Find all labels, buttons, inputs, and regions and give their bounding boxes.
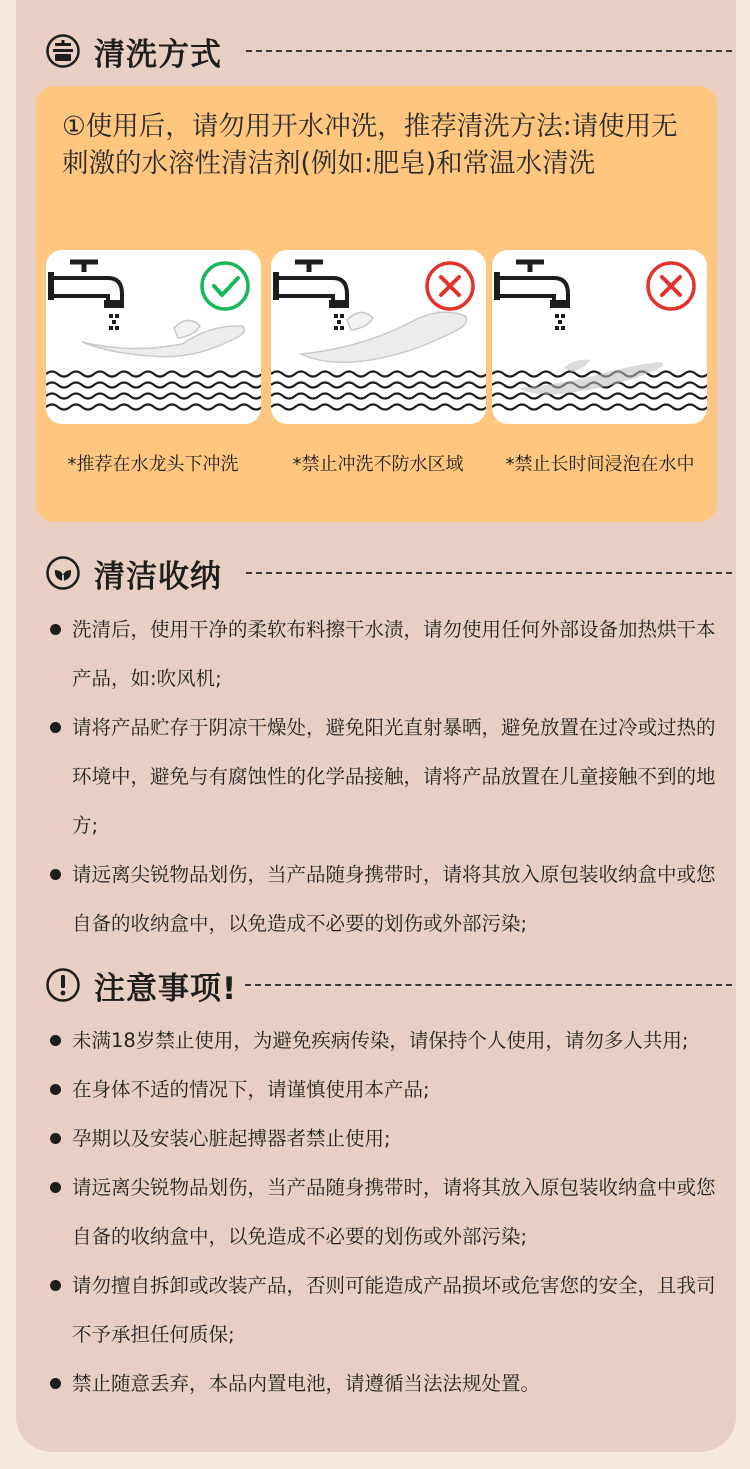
faucet-icon	[494, 262, 570, 330]
section-title: 清洗方式	[94, 36, 222, 73]
exclamation-icon	[46, 968, 80, 1002]
faucet-icon	[48, 262, 124, 330]
list-item: 请将产品贮存于阴凉干燥处，避免阳光直射暴晒，避免放置在过冷或过热的环境中，避免与有腐蚀性的化学品接触，请将产品放置在儿童接触不到的地方;	[50, 703, 730, 850]
washing-card	[36, 86, 717, 522]
bullet-icon	[50, 1035, 61, 1046]
photo-no-soaking	[492, 250, 707, 424]
list-item: 禁止随意丢弃，本品内置电池，请遵循当法法规处置。	[50, 1359, 730, 1408]
section-header-caution	[46, 965, 736, 1005]
section-divider	[246, 50, 732, 52]
list-item: 请远离尖锐物品划伤，当产品随身携带时，请将其放入原包装收纳盒中或您自备的收纳盒中，以免造成不必要的划伤或外部污染;	[50, 850, 730, 948]
bullet-icon	[50, 1378, 61, 1389]
section-header-storage	[46, 553, 736, 593]
caption-rinse-under-tap: *推荐在水龙头下冲洗	[67, 454, 239, 475]
section-divider	[245, 984, 732, 986]
caption-no-soaking: *禁止长时间浸泡在水中	[505, 454, 695, 475]
check-circle-icon	[202, 263, 248, 309]
section-header-washing	[46, 31, 736, 71]
bullet-icon	[50, 722, 61, 733]
list-item: 未满18岁禁止使用，为避免疾病传染，请保持个人使用，请勿多人共用;	[50, 1016, 730, 1065]
list-item: 孕期以及安装心脏起搏器者禁止使用;	[50, 1114, 730, 1163]
photo-rinse-under-tap	[46, 250, 261, 424]
bullet-icon	[50, 869, 61, 880]
washing-instructions: ①使用后，请勿用开水冲洗，推荐清洗方法:请使用无刺激的水溶性清洁剂(例如:肥皂)和常温水清洗	[62, 111, 678, 179]
list-item: 洗清后，使用干净的柔软布料擦干水渍，请勿使用任何外部设备加热烘干本产品，如:吹风机;	[50, 605, 730, 703]
bullet-icon	[50, 1084, 61, 1095]
list-item: 请远离尖锐物品划伤，当产品随身携带时，请将其放入原包装收纳盒中或您自备的收纳盒中，以免造成不必要的划伤或外部污染;	[50, 1163, 730, 1261]
caution-list	[50, 1016, 730, 1408]
section-title: 清洁收纳	[94, 558, 222, 595]
list-item: 请勿擅自拆卸或改装产品，否则可能造成产品损坏或危害您的安全，且我司不予承担任何质保;	[50, 1261, 730, 1359]
storage-list	[50, 605, 730, 948]
list-item: 在身体不适的情况下，请谨慎使用本产品;	[50, 1065, 730, 1114]
section-divider	[246, 572, 732, 574]
bullet-icon	[50, 1280, 61, 1291]
photo-no-rinse-non-waterproof	[271, 250, 486, 424]
section-title: 注意事项!	[94, 970, 238, 1007]
cross-circle-icon	[427, 263, 473, 309]
bullet-icon	[50, 1182, 61, 1193]
leaf-icon	[46, 556, 80, 590]
caption-no-rinse-non-waterproof: *禁止冲洗不防水区域	[292, 454, 464, 475]
cross-circle-icon	[648, 263, 694, 309]
sink-icon	[46, 34, 80, 68]
bullet-icon	[50, 1133, 61, 1144]
faucet-icon	[273, 262, 349, 330]
bullet-icon	[50, 624, 61, 635]
